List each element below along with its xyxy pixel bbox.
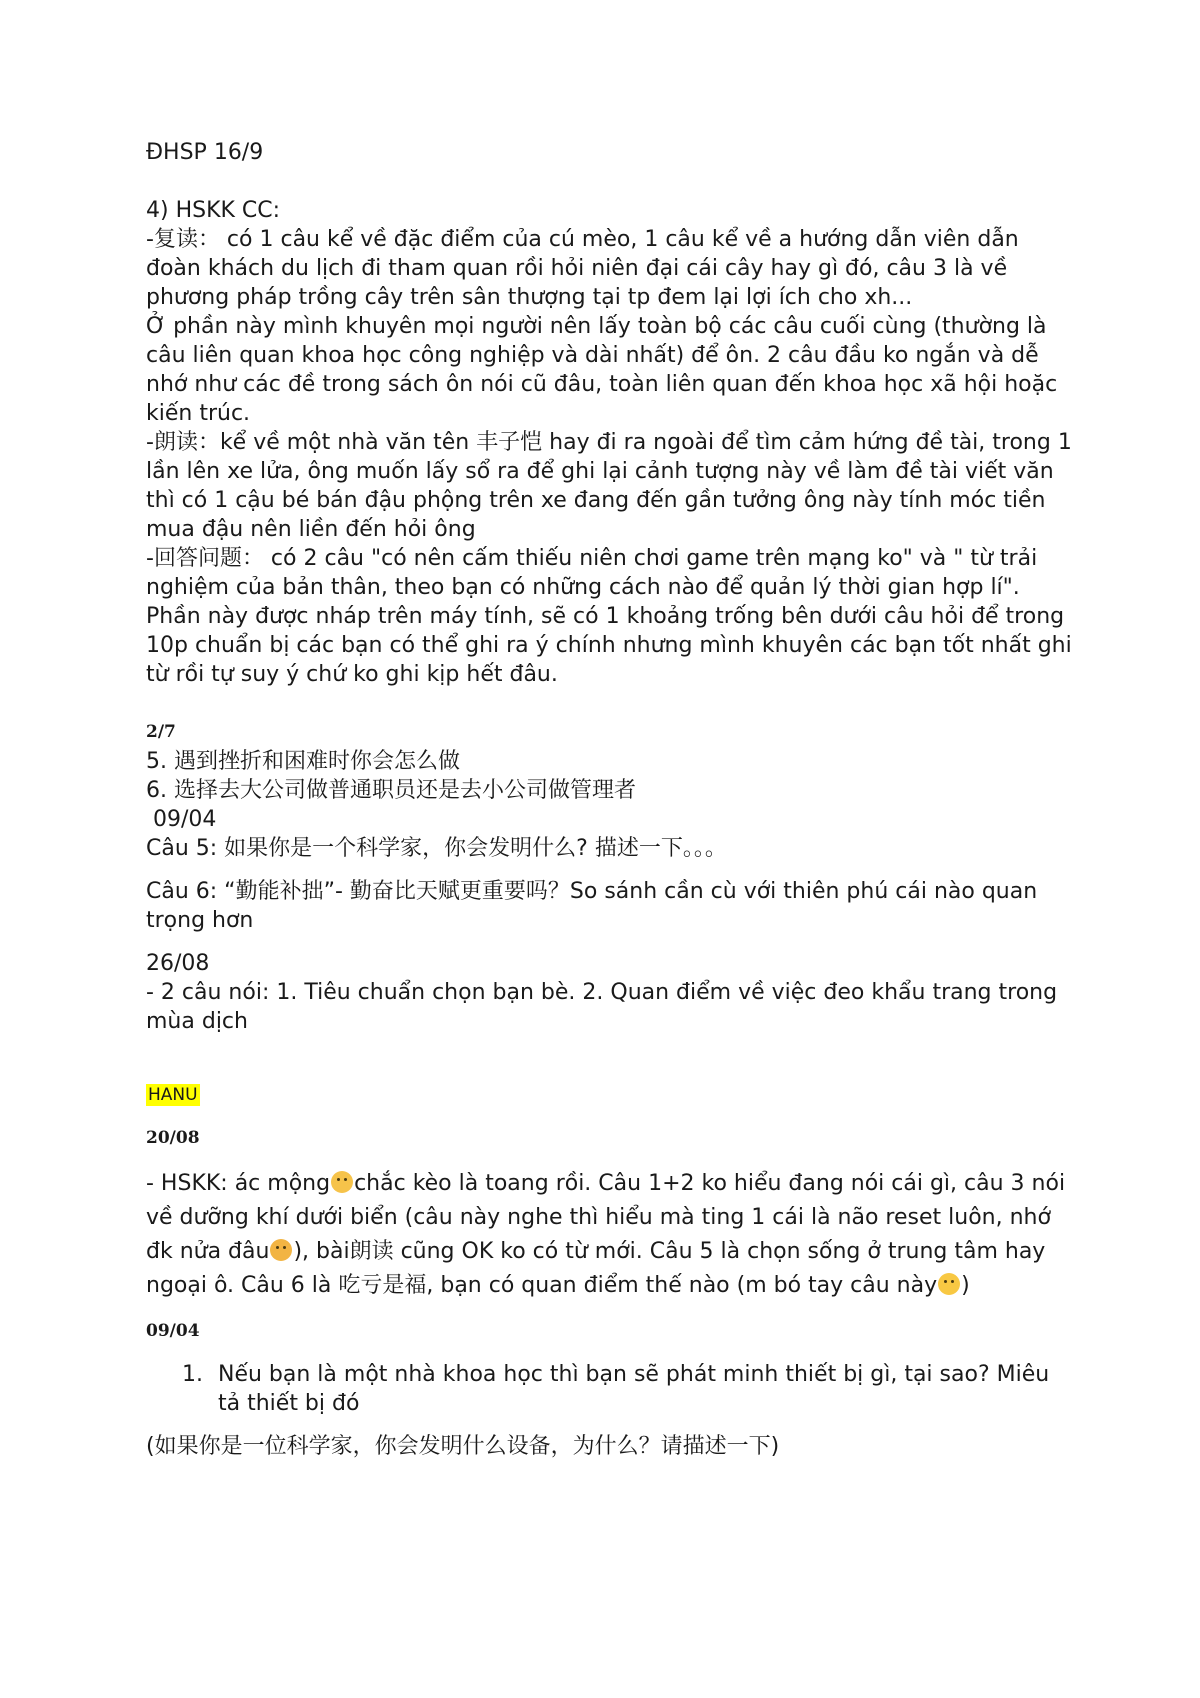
hskk-text-a: - HSKK: ác mộng [146,1171,331,1196]
hskk-review [146,1167,1076,1303]
grinning-face-icon [938,1273,960,1295]
question-5: 5. 遇到挫折和困难时你会怎么做 [146,749,460,774]
paragraph-draft: Phần này được nháp trên máy tính, sẽ có 1 khoảng trống bên dưới câu hỏi để trong 10p chuẩn bị các bạn có thể ghi ra ý chính nhưng mình khuyên các bạn tốt nhất ghi từ rồi tự suy ý chứ ko ghi kịp hết đâu. [146,604,1072,687]
date-26-08: 26/08 [146,951,210,976]
paragraph-questions: -回答问题： có 2 câu "có nên cấm thiếu niên chơi game trên mạng ko" và " từ trải nghiệm của bản thân, theo bạn có những cách nào để quản lý thời gian hợp lí". [146,546,1038,600]
two-questions: - 2 câu nói: 1. Tiêu chuẩn chọn bạn bè. 2. Quan điểm về việc đeo khẩu trang trong mùa dịch [146,980,1058,1034]
section-heading-dhsp: ĐHSP 16/9 [146,140,264,165]
date-20-08: 20/08 [146,1128,200,1148]
section-heading-hanu: HANU [148,1085,198,1105]
hskk-text-d: ) [961,1273,970,1298]
list-number: 1. [182,1362,203,1387]
cau-5: Câu 5: 如果你是一个科学家，你会发明什么? 描述一下。。。 [146,836,727,861]
numbered-list-item [146,1360,1076,1418]
question-6: 6. 选择去大公司做普通职员还是去小公司做管理者 [146,778,636,803]
list-item-text: Nếu bạn là một nhà khoa học thì bạn sẽ phát minh thiết bị gì, tại sao? Miêu tả thiết bị đó [218,1362,1050,1416]
paragraph-reading: -朗读：kể về một nhà văn tên 丰子恺 hay đi ra ngoài để tìm cảm hứng đề tài, trong 1 lần lên xe lửa, ông muốn lấy sổ ra để ghi lại cảnh tượng này về làm đề tài viết văn thì có 1 cậu bé bán đậu phộng trên xe đang đến gần tưởng ông này tính móc tiền mua đậu nên liền đến hỏi ông [146,430,1072,542]
paragraph-repeat: -复读： có 1 câu kể về đặc điểm của cú mèo, 1 câu kể về a hướng dẫn viên dẫn đoàn khách du lịch đi tham quan rồi hỏi niên đại cái cây hay gì đó, câu 3 là về phương pháp trồng cây trên sân thượng tại tp đem lại lợi ích cho xh... [146,227,1019,310]
date-09-04-a: 09/04 [146,807,217,832]
cau-6: Câu 6: “勤能补拙”- 勤奋比天赋更重要吗？So sánh cần cù với thiên phú cái nào quan trọng hơn [146,879,1038,933]
pleading-face-icon [331,1171,353,1193]
paragraph-advice: Ở phần này mình khuyên mọi người nên lấy toàn bộ các câu cuối cùng (thường là câu liên quan khoa học công nghiệp và dài nhất) để ôn. 2 câu đầu ko ngắn và dễ nhớ như các đề trong sách ôn nói cũ đâu, toàn liên quan đến khoa học xã hội hoặc kiến trúc. [146,314,1058,426]
screaming-face-icon [270,1239,292,1261]
document-body [146,138,1076,1461]
hskk-text-c: ), bài朗读 cũng OK ko có từ mới. Câu 5 là chọn sống ở trung tâm hay ngoại ô. Câu 6 là 吃亏是福, bạn có quan điểm thế nào (m bó tay câu này [146,1239,1046,1298]
chinese-translation: (如果你是一位科学家，你会发明什么设备，为什么？请描述一下) [146,1434,780,1459]
date-2-7: 2/7 [146,722,176,742]
hskk-text-b: chắc kèo là toang rồi. Câu 1+2 ko hiểu đang nói cái gì, câu 3 nói về dưỡng khí dưới biển (câu này nghe thì hiểu mà ting 1 cái là não reset luôn, nhớ đk nửa đâu [146,1171,1066,1264]
item-title: 4) HSKK CC: [146,198,281,223]
date-09-04-b: 09/04 [146,1321,200,1341]
